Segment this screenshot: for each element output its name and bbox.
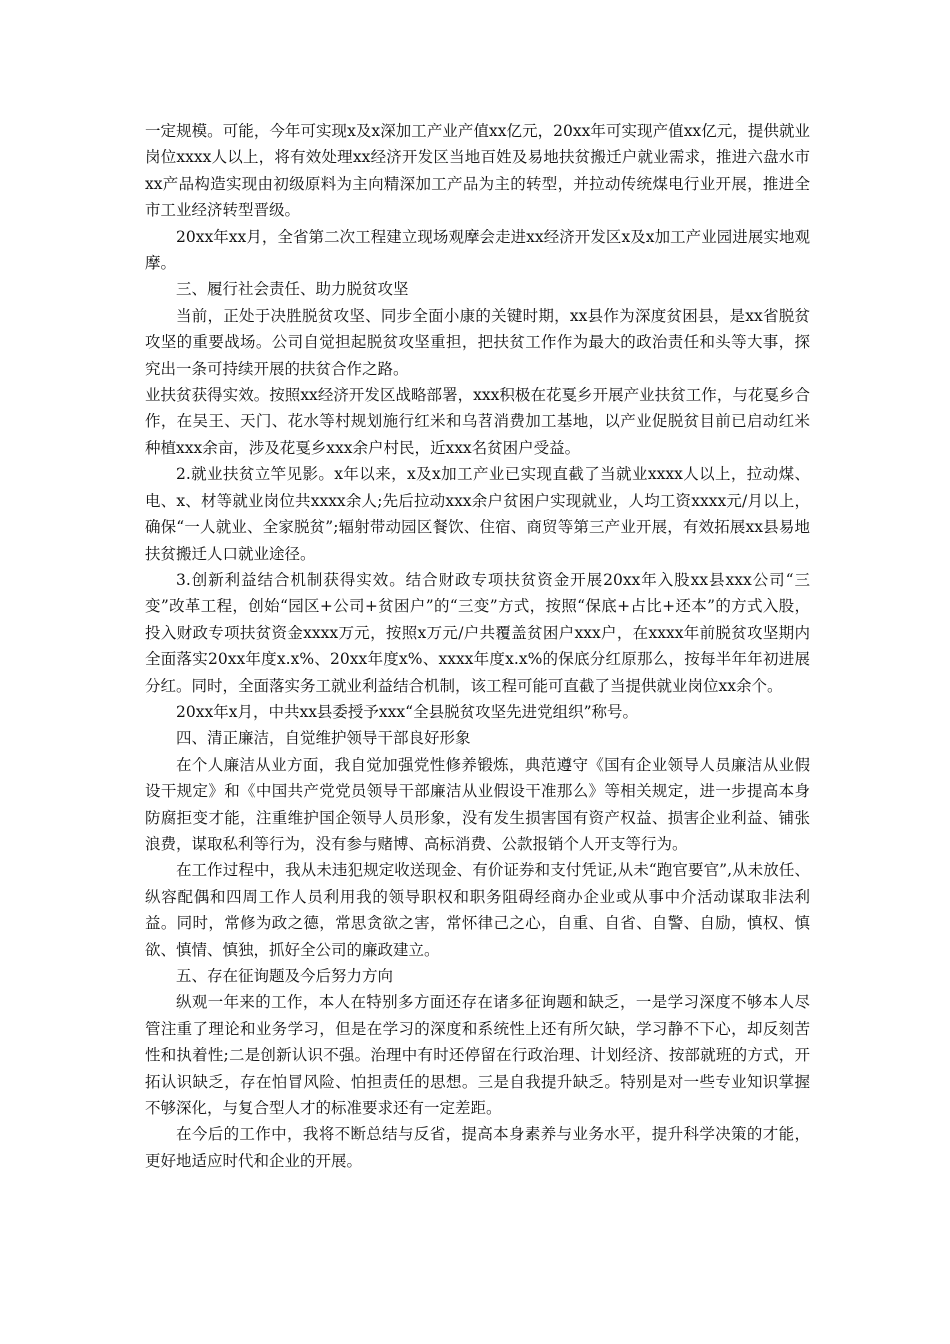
paragraph: 当前，正处于决胜脱贫攻坚、同步全面小康的关键时期，xx县作为深度贫困县，是xx省脱贫攻坚的重要战场。公司自觉担起脱贫攻坚重担，把扶贫工作作为最大的政治责任和头等大事，探究出一条可持续开展的扶贫合作之路。 <box>145 306 810 378</box>
paragraph: 纵观一年来的工作，本人在特别多方面还存在诸多征询题和缺乏，一是学习深度不够本人尽管注重了理论和业务学习，但是在学习的深度和系统性上还有所欠缺，学习静不下心，却反刻苦性和执着性;二是创新认识不强。治理中有时还停留在行政治理、计划经济、按部就班的方式，开拓认识缺乏，存在怕冒风险、怕担责任的思想。三是自我提升缺乏。特别是对一些专业知识掌握不够深化，与复合型人才的标准要求还有一定差距。 <box>145 993 810 1118</box>
paragraph: 3.创新利益结合机制获得实效。结合财政专项扶贫资金开展20xx年入股xx县xxx公司“三变”改革工程，创始“园区+公司+贫困户”的“三变”方式，按照“保底+占比+还本”的方式入股，投入财政专项扶贫资金xxxx万元，按照x万元/户共覆盖贫困户xxx户，在xxxx年前脱贫攻坚期内全面落实20xx年度x.x%、20xx年度x%、xxxx年度x.x%的保底分红原那么，按每半年年初进展分红。同时，全面落实务工就业利益结合机制，该工程可能可直截了当提供就业岗位xx余个。 <box>145 570 810 695</box>
paragraph: 一定规模。可能，今年可实现x及x深加工产业产值xx亿元，20xx年可实现产值xx亿元，提供就业岗位xxxx人以上，将有效处理xx经济开发区当地百姓及易地扶贫搬迁户就业需求，推进六盘水市xx产品构造实现由初级原料为主向精深加工产品为主的转型，并拉动传统煤电行业开展，推进全市工业经济转型晋级。 <box>145 122 810 220</box>
paragraph: 20xx年xx月，全省第二次工程建立现场观摩会走进xx经济开发区x及x加工产业园进展实地观摩。 <box>145 227 810 273</box>
paragraph: 在今后的工作中，我将不断总结与反省，提高本身素养与业务水平，提升科学决策的才能，更好地适应时代和企业的开展。 <box>145 1125 810 1170</box>
document-body <box>145 118 810 1174</box>
paragraph: 在工作过程中，我从未违犯规定收送现金、有价证券和支付凭证,从未“跑官要官”,从未放任、纵容配偶和四周工作人员利用我的领导职权和职务阻碍经商办企业或从事中介活动谋取非法利益。同时，常修为政之德，常思贪欲之害，常怀律己之心，自重、自省、自警、自励，慎权、慎欲、慎情、慎独，抓好全公司的廉政建立。 <box>145 861 810 959</box>
paragraph: 20xx年x月，中共xx县委授予xxx“全县脱贫攻坚先进党组织”称号。 <box>176 702 639 721</box>
paragraph: 2.就业扶贫立竿见影。x年以来，x及x加工产业已实现直截了当就业xxxx人以上，拉动煤、电、x、材等就业岗位共xxxx余人;先后拉动xxx余户贫困户实现就业，人均工资xxxx元/月以上，确保“一人就业、全家脱贫”;辐射带动园区餐饮、住宿、商贸等第三产业开展，有效拓展xx县易地扶贫搬迁人口就业途径。 <box>145 465 810 563</box>
section-heading: 三、履行社会责任、助力脱贫攻坚 <box>176 280 409 299</box>
paragraph: 在个人廉洁从业方面，我自觉加强党性修养锻炼，典范遵守《国有企业领导人员廉洁从业假设干规定》和《中国共产党党员领导干部廉洁从业假设干准那么》等相关规定，进一步提高本身防腐拒变才能，注重维护国企领导人员形象，没有发生损害国有资产权益、损害企业利益、铺张浪费，谋取私利等行为，没有参与赌博、高标消费、公款报销个人开支等行为。 <box>145 755 810 853</box>
paragraph: 业扶贫获得实效。按照xx经济开发区战略部署，xxx积极在花戛乡开展产业扶贫工作，与花戛乡合作，在吴王、天门、花水等村规划施行红米和乌苕消费加工基地，以产业促脱贫目前已启动红米种植xxx余亩，涉及花戛乡xxx余户村民，近xxx名贫困户受益。 <box>145 386 810 457</box>
section-heading: 四、清正廉洁，自觉维护领导干部良好形象 <box>176 729 471 748</box>
section-heading: 五、存在征询题及今后努力方向 <box>176 967 394 985</box>
